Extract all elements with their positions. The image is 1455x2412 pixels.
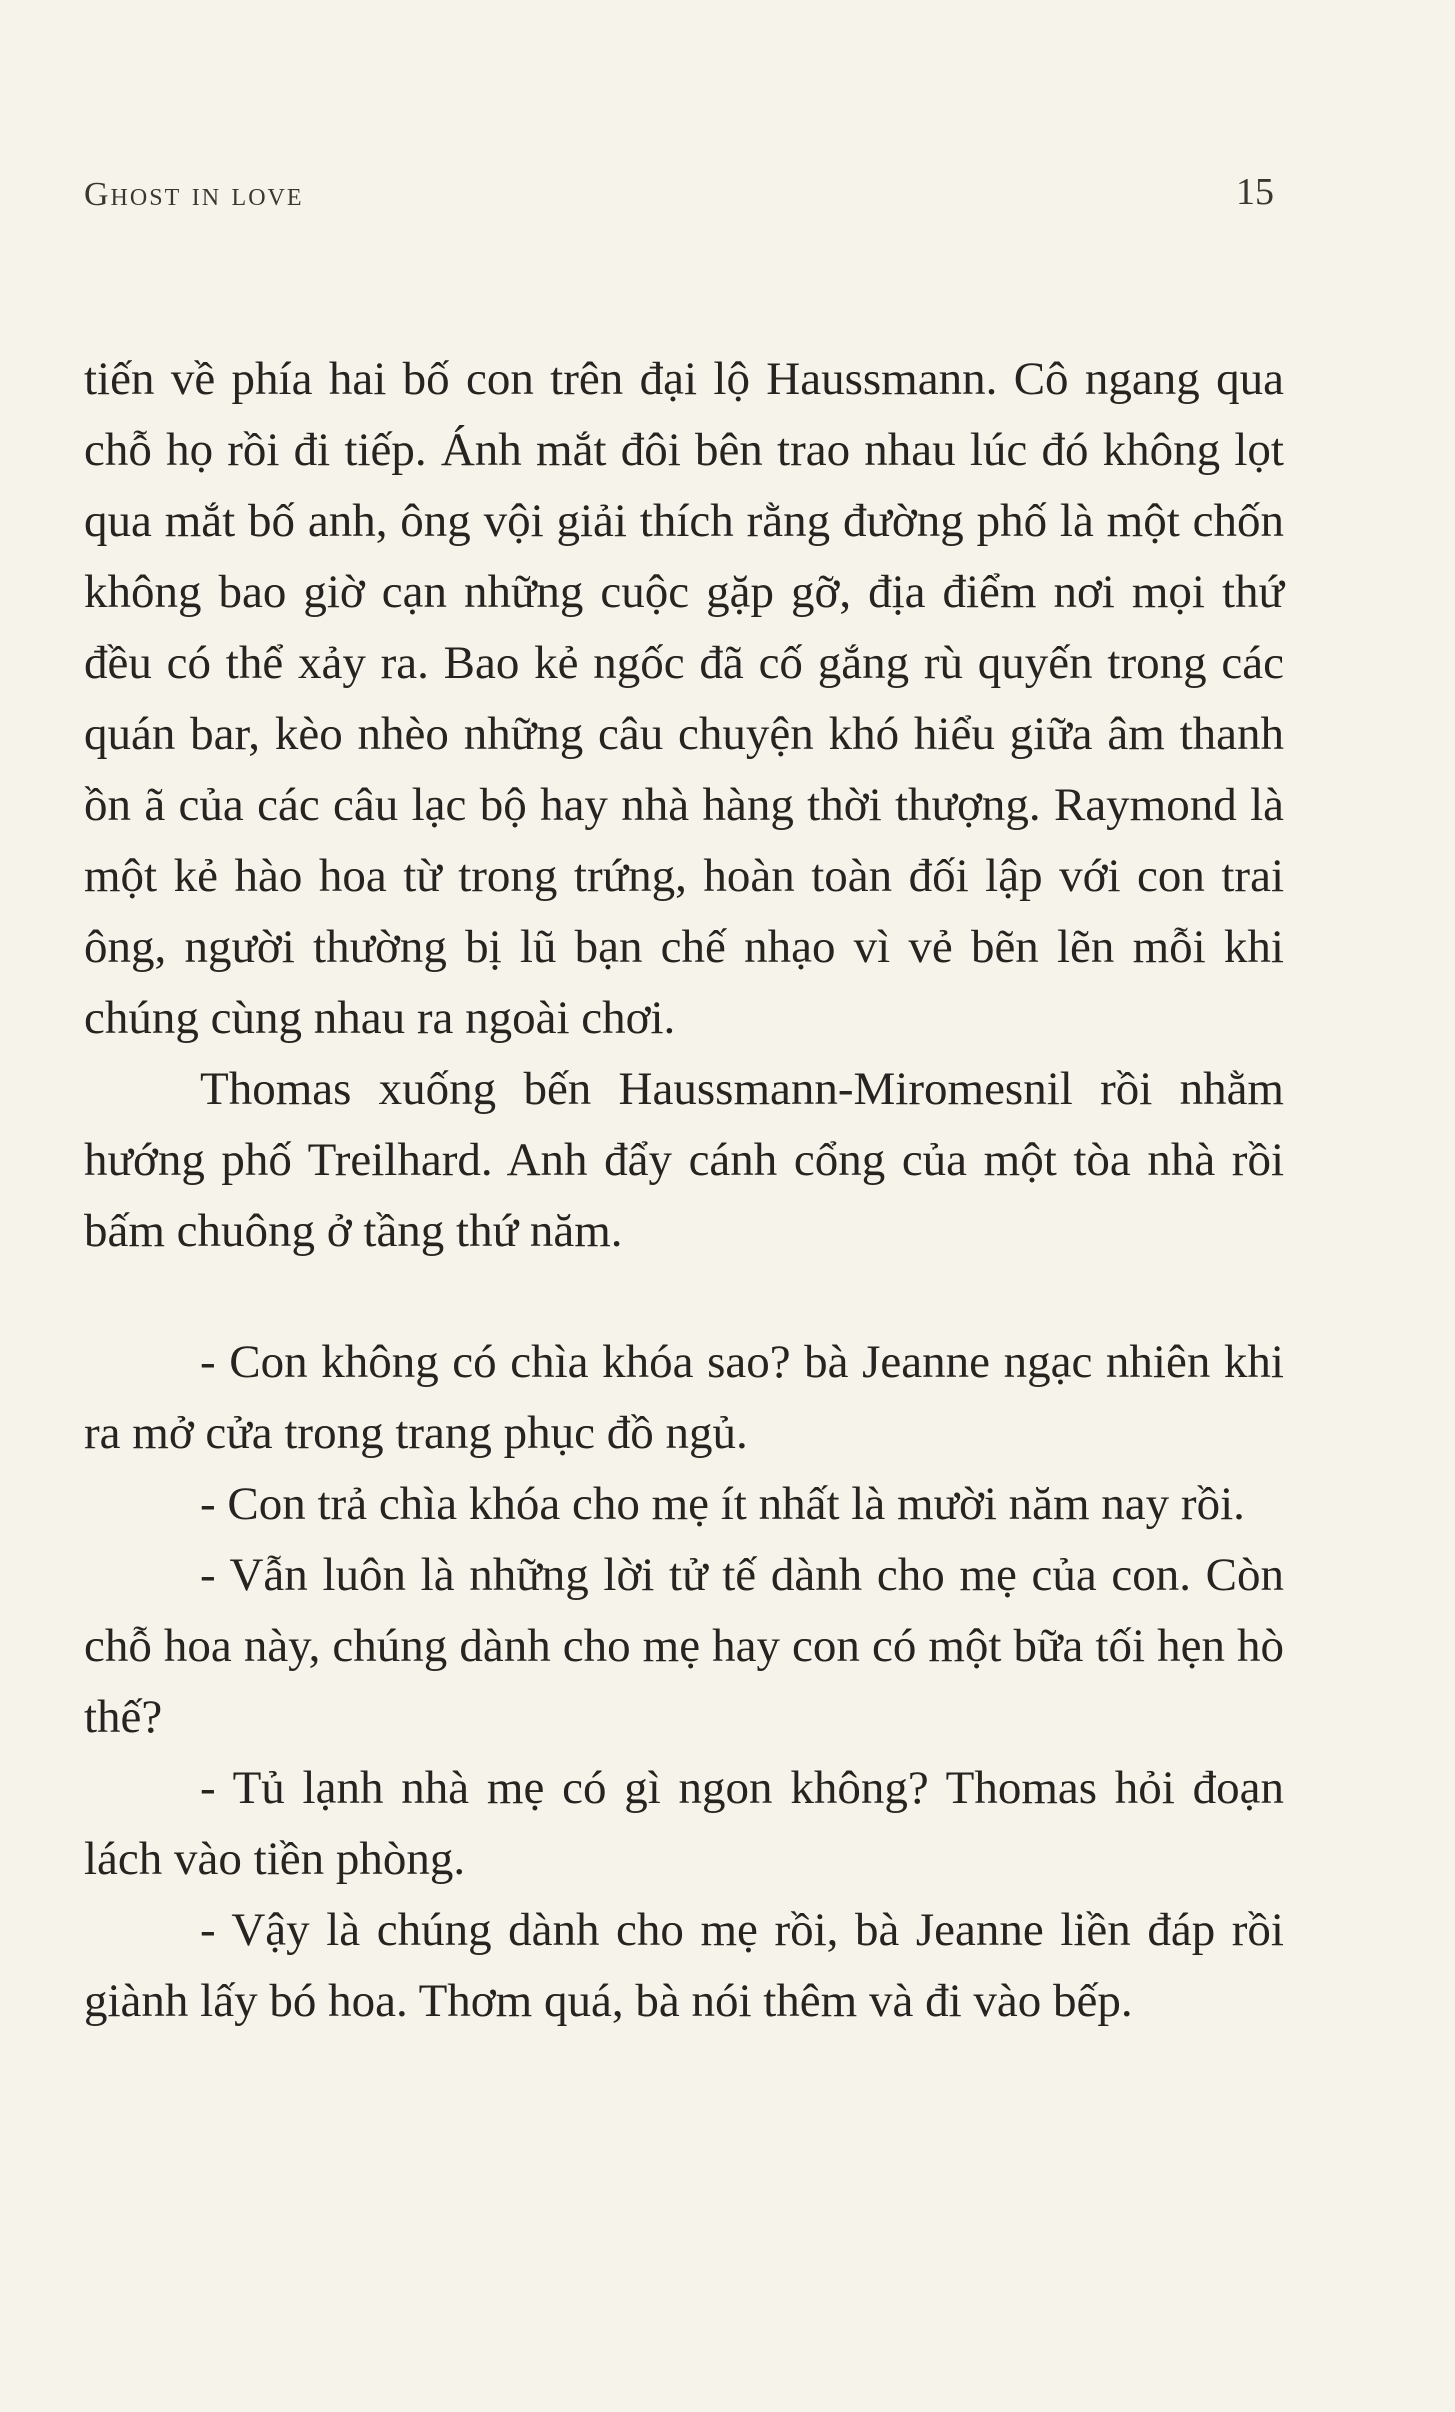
section-gap: [84, 1267, 1284, 1327]
dialogue-paragraph: - Vẫn luôn là những lời tử tế dành cho mẹ của con. Còn chỗ hoa này, chúng dành cho mẹ hay con có một bữa tối hẹn hò thế?: [84, 1549, 1284, 1743]
paragraph: tiến về phía hai bố con trên đại lộ Haussmann. Cô ngang qua chỗ họ rồi đi tiếp. Ánh mắt đôi bên trao nhau lúc đó không lọt qua mắt bố anh, ông vội giải thích rằng đường phố là một chốn không bao giờ cạn những cuộc gặp gỡ, địa điểm nơi mọi thứ đều có thể xảy ra. Bao kẻ ngốc đã cố gắng rù quyến trong các quán bar, kèo nhèo những câu chuyện khó hiểu giữa âm thanh ồn ã của các câu lạc bộ hay nhà hàng thời thượng. Raymond là một kẻ hào hoa từ trong trứng, hoàn toàn đối lập với con trai ông, người thường bị lũ bạn chế nhạo vì vẻ bẽn lẽn mỗi khi chúng cùng nhau ra ngoài chơi.: [84, 353, 1284, 1044]
page-number: 15: [1236, 171, 1274, 213]
paragraph: Thomas xuống bến Haussmann-Miromesnil rồi nhằm hướng phố Treilhard. Anh đẩy cánh cổng của một tòa nhà rồi bấm chuông ở tầng thứ năm.: [84, 1063, 1284, 1257]
running-head: [84, 171, 1274, 226]
body-text: [84, 344, 1284, 2037]
dialogue-paragraph: - Con không có chìa khóa sao? bà Jeanne ngạc nhiên khi ra mở cửa trong trang phục đồ ngủ.: [84, 1336, 1284, 1459]
dialogue-paragraph: - Tủ lạnh nhà mẹ có gì ngon không? Thomas hỏi đoạn lách vào tiền phòng.: [84, 1762, 1284, 1885]
dialogue-paragraph: - Vậy là chúng dành cho mẹ rồi, bà Jeanne liền đáp rồi giành lấy bó hoa. Thơm quá, bà nói thêm và đi vào bếp.: [84, 1904, 1284, 2027]
dialogue-paragraph: - Con trả chìa khóa cho mẹ ít nhất là mười năm nay rồi.: [200, 1478, 1245, 1530]
book-title: Ghost in love: [84, 176, 304, 213]
